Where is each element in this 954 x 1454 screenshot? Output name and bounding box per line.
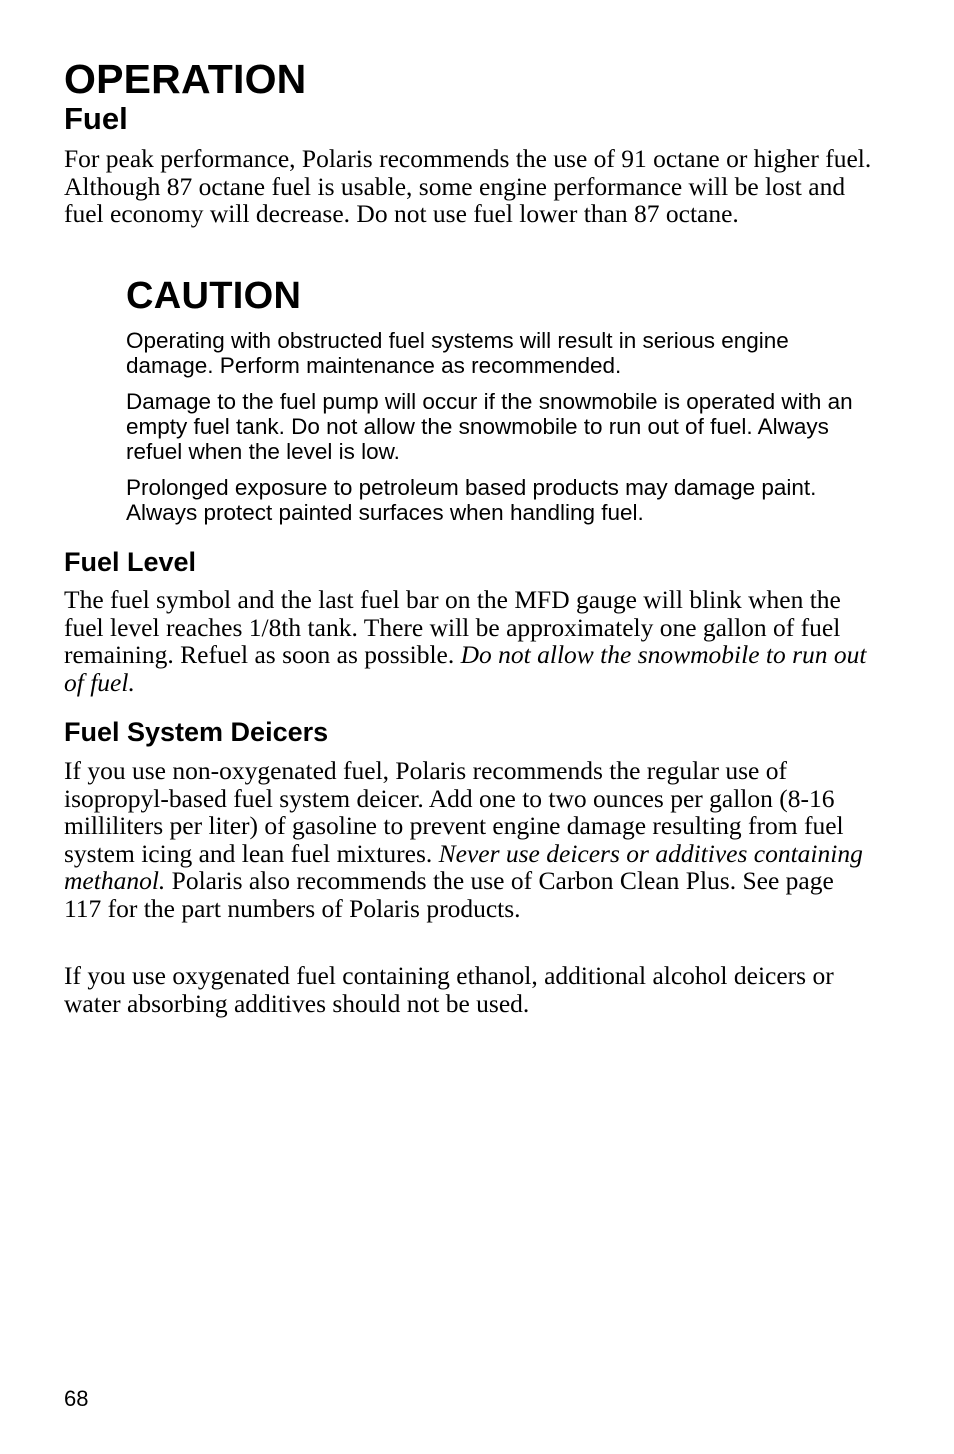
fuel-paragraph: For peak performance, Polaris recommends the use of 91 octane or higher fuel. Although 87 octane fuel is usable, some engine performance will be lost and fuel economy will decrease. Do not use fuel lower than 87 octane. (64, 144, 872, 229)
caution-title: CAUTION (126, 275, 302, 317)
section-title: OPERATION (64, 56, 307, 102)
deicers-paragraph-2: If you use oxygenated fuel containing ethanol, additional alcohol deicers or water absorbing additives should not be used. (64, 961, 834, 1018)
fuel-level-heading: Fuel Level (64, 547, 197, 577)
caution-item: Damage to the fuel pump will occur if the snowmobile is operated with an empty fuel tank. Do not allow the snowmobile to run out of fuel. Always refuel when the level is low. (126, 389, 853, 464)
fuel-heading: Fuel (64, 101, 128, 136)
deicers-warning: Never use deicers or additives containing methanol. (64, 838, 863, 896)
deicers-paragraph-1 (64, 757, 874, 923)
page-number: 68 (64, 1386, 89, 1411)
caution-item: Prolonged exposure to petroleum based products may damage paint. Always protect painted surfaces when handling fuel. (126, 475, 817, 525)
fuel-level-paragraph (64, 586, 874, 696)
fuel-level-text: The fuel symbol and the last fuel bar on the MFD gauge will blink when the fuel level reaches 1/8th tank. There will be approximately one gallon of fuel remaining. Refuel as soon as possible. (64, 585, 841, 670)
deicers-text-a: If you use non-oxygenated fuel, Polaris recommends the regular use of isopropyl-based fuel system deicer. Add one to two ounces per gallon (8-16 milliliters per liter) of gasoline to prevent engine damage resulting from fuel system icing and lean fuel mixtures. (64, 756, 844, 868)
fuel-level-warning: Do not allow the snowmobile to run out of fuel. (64, 640, 867, 697)
fuel-system-deicers-heading: Fuel System Deicers (64, 717, 329, 747)
deicers-text-b: Polaris also recommends the use of Carbon Clean Plus. See page 117 for the part numbers of Polaris products. (64, 866, 834, 923)
caution-item: Operating with obstructed fuel systems will result in serious engine damage. Perform maintenance as recommended. (126, 328, 789, 378)
